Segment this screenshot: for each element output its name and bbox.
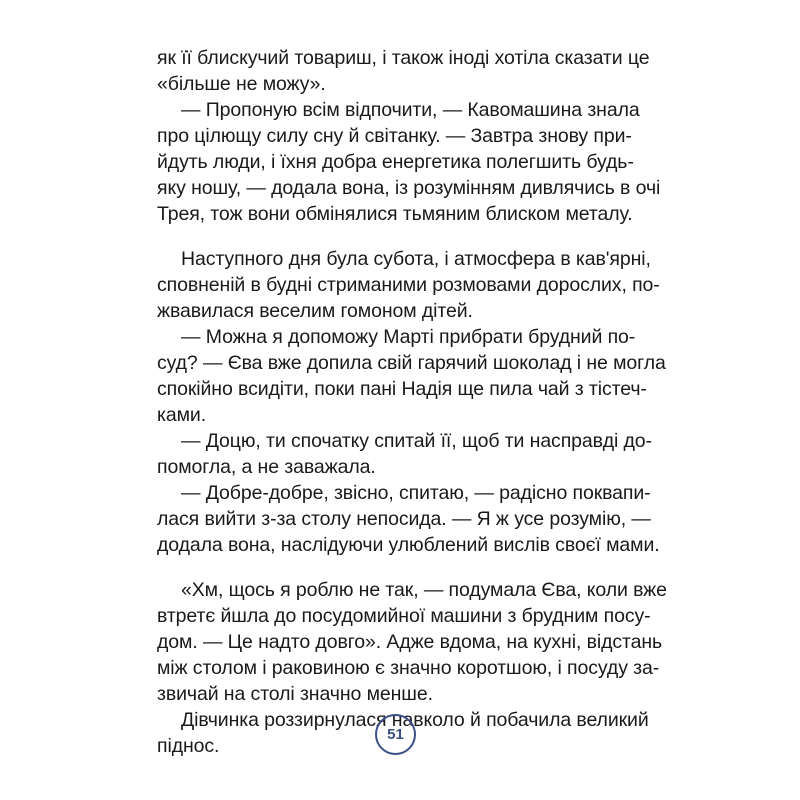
text-line: дом. — Це надто довго». Адже вдома, на кухні, відстань: [157, 631, 663, 653]
text-line: Наступного дня була субота, і атмосфера в кав'ярні,: [181, 248, 651, 270]
text-line: помогла, а не заважала.: [157, 456, 376, 478]
text-line: ками.: [157, 404, 207, 426]
text-line: — Пропоную всім відпочити, — Кавомашина знала: [181, 99, 640, 121]
text-line: яку ношу, — додала вона, із розумінням дивлячись в очі: [157, 177, 661, 199]
text-line: звичай на столі значно менше.: [157, 683, 433, 705]
text-line: додала вона, наслідуючи улюблений вислів своєї мами.: [157, 534, 660, 556]
text-line: між столом і раковиною є значно коротшою, і посуду за-: [157, 657, 660, 679]
text-line: йдуть люди, і їхня добра енергетика полегшить будь-: [157, 151, 634, 173]
text-line: піднос.: [157, 735, 220, 757]
text-line: суд? — Єва вже допила свій гарячий шоколад і не могла: [157, 352, 666, 374]
text-line: втретє йшла до посудомийної машини з брудним посу-: [157, 605, 651, 627]
text-line: жвавилася веселим гомоном дітей.: [157, 300, 473, 322]
text-line: Трея, тож вони обмінялися тьмяним блиском металу.: [157, 203, 633, 225]
text-line: — Добре-добре, звісно, спитаю, — радісно поквапи-: [181, 482, 651, 504]
text-line: «більше не можу».: [157, 73, 326, 95]
text-line: спокійно всидіти, поки пані Надія ще пила чай з тістеч-: [157, 378, 647, 400]
text-line: сповненій в будні стриманими розмовами дорослих, по-: [157, 274, 660, 296]
text-line: — Можна я допоможу Марті прибрати брудний по-: [181, 326, 636, 348]
text-line: про цілющу силу сну й світанку. — Завтра знову при-: [157, 125, 632, 147]
text-line: «Хм, щось я роблю не так, — подумала Єва, коли вже: [181, 579, 667, 601]
text-line: Дівчинка роззирнулася навколо й побачила великий: [181, 709, 649, 731]
text-line: лася вийти з-за столу непосида. — Я ж усе розумію, —: [157, 508, 651, 530]
text-line: — Доцю, ти спочатку спитай її, щоб ти насправді до-: [181, 430, 652, 452]
page-number: 51: [375, 714, 416, 755]
text-line: як її блискучий товариш, і також іноді хотіла сказати це: [157, 47, 650, 69]
